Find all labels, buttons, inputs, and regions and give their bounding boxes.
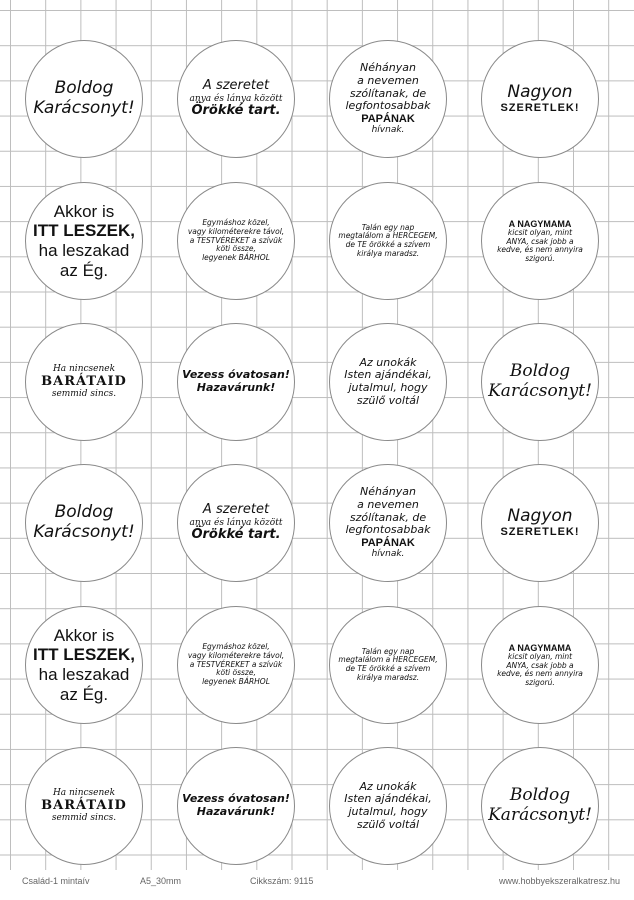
label-line: Boldog (509, 361, 571, 382)
label-talan (329, 182, 447, 300)
label-szeretet (177, 40, 295, 158)
label-line: köti össze, (216, 244, 256, 254)
label-line: a nevemen (357, 497, 419, 511)
label-line: Akkor is (53, 201, 115, 221)
label-line: semmid sincs. (51, 813, 117, 824)
label-line: de TE örökké a szívem (345, 240, 431, 249)
label-line: legfontosabbak (345, 99, 431, 113)
label-line: jutalmul, hogy (348, 381, 428, 394)
label-line: ANYA, csak jobb a (506, 236, 574, 246)
label-line: PAPÁNAK (361, 536, 415, 549)
label-line: Néhányan (360, 61, 416, 75)
label-egymashoz (177, 606, 295, 724)
label-boldog-karacsonyt-script (481, 323, 599, 441)
label-line: Talán egy nap (361, 222, 415, 232)
label-line: királya maradsz. (356, 248, 420, 258)
label-line: Egymáshoz közel, (202, 642, 270, 652)
label-line: legyenek BÁRHOL (202, 252, 270, 262)
label-line: Néhányan (360, 485, 416, 499)
label-line: Karácsonyt! (488, 381, 592, 401)
label-line: kicsit olyan, mint (507, 227, 573, 237)
label-nehanyan (329, 464, 447, 582)
label-line: Akkor is (53, 625, 115, 645)
label-line: hívnak. (371, 549, 405, 560)
label-line: Nagyon (507, 505, 573, 526)
label-vezess (177, 747, 295, 865)
label-line: de TE örökké a szívem (345, 664, 431, 673)
footer-size: A5_30mm (140, 876, 182, 886)
label-line: Hazavárunk! (196, 805, 276, 818)
label-line: anya és lánya között (189, 93, 283, 104)
label-line: Ha nincsenek (52, 788, 116, 799)
label-line: Örökké tart. (191, 103, 281, 119)
label-line: Karácsonyt! (33, 522, 135, 542)
sheet-footer (0, 870, 634, 900)
label-line: PAPÁNAK (361, 112, 415, 125)
label-line: köti össze, (216, 668, 256, 678)
label-line: megtalálom a HERCEGEM, (338, 231, 438, 241)
label-line: A szeretet (202, 77, 270, 93)
label-line: ITT LESZEK, (33, 221, 135, 241)
label-line: szólítanak, de (349, 510, 427, 524)
label-line: Talán egy nap (361, 646, 415, 656)
label-line: az Ég. (59, 260, 109, 280)
label-egymashoz (177, 182, 295, 300)
label-line: jutalmul, hogy (348, 805, 428, 818)
label-unokak (329, 747, 447, 865)
label-nehanyan (329, 40, 447, 158)
label-talan (329, 606, 447, 724)
label-szeretet (177, 464, 295, 582)
label-line: megtalálom a HERCEGEM, (338, 655, 438, 665)
label-line: szigorú. (525, 677, 555, 687)
label-akkor-is (25, 606, 143, 724)
label-line: szülő voltál (356, 393, 420, 407)
label-boldog-karacsonyt (25, 464, 143, 582)
label-line: A NAGYMAMA (508, 642, 572, 653)
label-nagyon-szeretlek (481, 40, 599, 158)
label-boldog-karacsonyt (25, 40, 143, 158)
label-line: a TESTVÉREKET a szívük (189, 659, 283, 669)
label-line: hívnak. (371, 125, 405, 136)
footer-code: Cikkszám: 9115 (250, 876, 314, 886)
footer-website: www.hobbyekszeralkatresz.hu (498, 876, 620, 886)
label-line: Karácsonyt! (33, 98, 135, 118)
label-line: BARÁTAID (41, 797, 127, 813)
label-line: Boldog (509, 785, 571, 806)
label-line: Ha nincsenek (52, 364, 116, 375)
footer-sheet-name: Család-1 mintaív (22, 876, 90, 886)
label-line: Vezess óvatosan! (182, 792, 290, 806)
label-line: Karácsonyt! (488, 805, 592, 825)
label-line: ANYA, csak jobb a (506, 660, 574, 670)
label-line: A szeretet (202, 501, 270, 517)
label-nagyon-szeretlek (481, 464, 599, 582)
label-akkor-is (25, 182, 143, 300)
label-line: Az unokák (359, 779, 417, 793)
label-line: szólítanak, de (349, 86, 427, 100)
label-line: semmid sincs. (51, 389, 117, 400)
label-line: A NAGYMAMA (508, 218, 572, 229)
label-line: kedve, és nem annyira (497, 669, 583, 679)
label-barataid (25, 747, 143, 865)
label-line: legyenek BÁRHOL (202, 676, 270, 686)
label-line: kicsit olyan, mint (507, 651, 573, 661)
label-line: vagy kilométerekre távol, (187, 651, 285, 661)
label-line: Az unokák (359, 355, 417, 369)
label-line: szigorú. (525, 253, 555, 263)
label-boldog-karacsonyt-script (481, 747, 599, 865)
label-line: Hazavárunk! (196, 381, 276, 394)
label-line: Boldog (54, 78, 114, 99)
label-line: SZERETLEK! (500, 526, 580, 539)
label-line: legfontosabbak (345, 523, 431, 537)
label-unokak (329, 323, 447, 441)
label-line: a TESTVÉREKET a szívük (189, 235, 283, 245)
label-line: Nagyon (507, 81, 573, 102)
label-line: szülő voltál (356, 817, 420, 831)
label-line: az Ég. (59, 684, 109, 704)
label-nagymama (481, 182, 599, 300)
label-line: ha leszakad (38, 241, 130, 260)
label-line: kedve, és nem annyira (497, 245, 583, 255)
label-line: Örökké tart. (191, 527, 281, 543)
label-line: Egymáshoz közel, (202, 218, 270, 228)
label-line: BARÁTAID (41, 373, 127, 389)
label-line: Isten ajándékai, (344, 792, 432, 806)
label-nagymama (481, 606, 599, 724)
label-barataid (25, 323, 143, 441)
label-line: Isten ajándékai, (344, 368, 432, 382)
label-line: királya maradsz. (356, 672, 420, 682)
label-line: ha leszakad (38, 665, 130, 684)
label-line: anya és lánya között (189, 517, 283, 528)
label-line: SZERETLEK! (500, 102, 580, 115)
label-vezess (177, 323, 295, 441)
label-line: Vezess óvatosan! (182, 368, 290, 382)
label-line: vagy kilométerekre távol, (187, 227, 285, 237)
label-line: ITT LESZEK, (33, 645, 135, 665)
label-line: a nevemen (357, 73, 419, 87)
label-line: Boldog (54, 502, 114, 523)
